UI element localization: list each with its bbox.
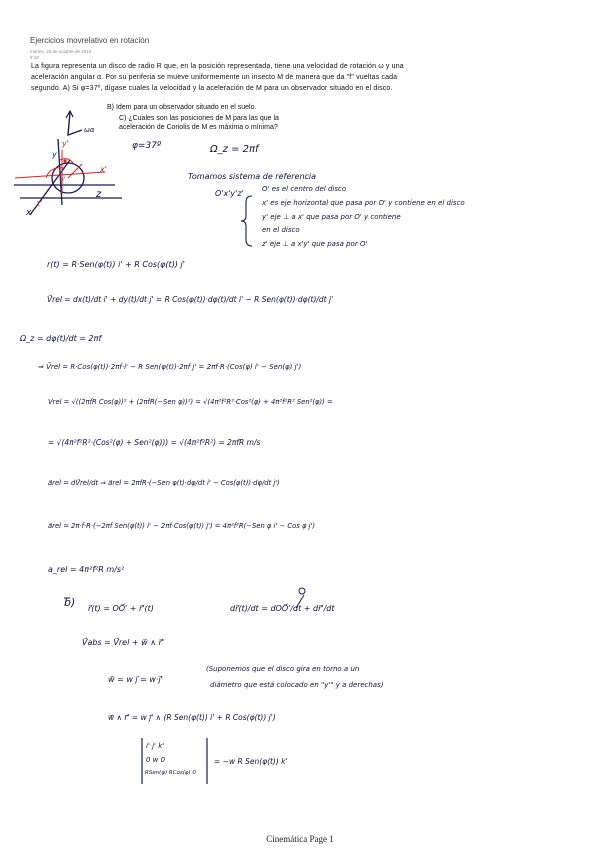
eq-arel-1: a⃗rel = dV⃗rel/dt ⇒ a⃗rel = 2πfR·(−Sen φ(t)·dφ/dt i' − Cos(φ(t))·dφ/dt j') xyxy=(48,479,280,487)
eq-b-derivative: dr⃗(t)/dt = dOO⃗'/dt + dr⃗'/dt xyxy=(230,604,335,613)
fig-label-xx: x xyxy=(26,208,32,218)
fig-label-yp: y' xyxy=(62,139,69,148)
eq-vmod-2: = √(4π²f²R²·(Cos²(φ) + Sen²(φ))) = √(4π²f²R²) = 2πfR m/s xyxy=(48,438,261,447)
phi-value: φ=37º xyxy=(132,141,162,151)
frame-line-2: x' es eje horizontal que pasa por O' y contiene en el disco xyxy=(262,199,465,207)
question-b: B) Idem para un observador situado en el suelo. xyxy=(107,104,257,111)
fig-label-xp: x' xyxy=(100,165,107,174)
section-b-label: b) xyxy=(64,596,76,609)
page-title: Ejercicios movrelativo en rotación xyxy=(30,36,150,45)
eq-b-vabs: V⃗abs = V⃗rel + w⃗ ∧ r⃗' xyxy=(82,638,165,647)
fig-label-z: z xyxy=(96,189,102,200)
det-row-1: i' j' k' xyxy=(146,742,165,750)
det-row-3: RSen(φ) RCos(φ) 0 xyxy=(145,770,196,776)
eq-vmod-1: Vrel = √((2πfR Cos(φ))² + (2πfR(−Sen φ))²) = √(4π²f²R²·Cos²(φ) + 4π²f²R² Sen²(φ)) = xyxy=(48,398,333,406)
eq-b-cross: w⃗ ∧ r⃗' = w j⃗' ∧ (R Sen(φ(t)) i' + R Cos(φ(t)) j') xyxy=(108,713,276,722)
page-footer: Cinemática Page 1 xyxy=(266,834,334,844)
page-time: 9:18 xyxy=(30,55,39,60)
fig-label-zp: z' xyxy=(36,199,43,208)
page-date: martes, 26 de octubre de 2010 xyxy=(30,49,92,54)
problem-statement: La figura representa un disco de radio R que, en la posición representada, tiene una velocidad de rotación ω y una aceleración angular α. Por su periferia se mueve uniformemente un insecto M de manera que da "f" vueltas cada segundo. A) Si φ=37º, dígase cuales la velocidad y la aceleración de M para un observador situado en el disco. xyxy=(31,63,404,92)
frame-name: O'x'y'z' xyxy=(215,189,244,198)
frame-title: Tomamos sistema de referencia xyxy=(188,172,317,181)
frame-line-3: y' eje ⊥ a x' que pasa por O' y contiene xyxy=(262,213,401,221)
frame-line-5: z' eje ⊥ a x'y' que pasa por O' xyxy=(262,240,368,248)
fig-label-o: o' xyxy=(60,176,66,183)
eq-omega: Ω_z = dφ(t)/dt = 2πf xyxy=(20,334,102,343)
fig-label-w: ωα xyxy=(84,126,95,134)
eq-vrel-2: ⇒ V⃗rel = R·Cos(φ(t))·2πf·i' − R Sen(φ(t))·2πf j' = 2πf·R·(Cos(φ) i' − Sen(φ) j') xyxy=(38,363,302,371)
omega-z: Ω_z = 2πf xyxy=(210,144,259,155)
frame-line-1: O' es el centro del disco xyxy=(262,185,347,193)
eq-position: r(t) = R·Sen(φ(t)) i' + R Cos(φ(t)) j' xyxy=(47,260,185,269)
eq-vrel: V⃗rel = dx(t)/dt i' + dy(t)/dt j' = R Cos(φ(t))·dφ(t)/dt i' − R Sen(φ(t))·dφ(t)/dt j' xyxy=(47,295,334,304)
note-line-2: diámetro que está colocado en "y'" y a derechas) xyxy=(210,681,384,689)
eq-b-position: r⃗(t) = OO⃗' + r⃗'(t) xyxy=(88,604,154,613)
eq-b-omega: w⃗ = w j⃗ = w·j⃗' xyxy=(108,675,163,684)
frame-line-4: en el disco xyxy=(262,226,300,234)
eq-arel-3: a_rel = 4π²f²R m/s² xyxy=(48,565,125,574)
fig-label-yy: y xyxy=(52,150,57,159)
det-result: = −w R Sen(φ(t)) k' xyxy=(214,757,288,766)
question-c: C) ¿Cuales son las posiciones de M para las que la aceleración de Coriolis de M es máxima o mínima? xyxy=(119,115,279,131)
det-row-2: 0 w 0 xyxy=(146,756,166,764)
note-line-1: (Suponemos que el disco gira en torno a un xyxy=(206,665,360,673)
eq-arel-2: a⃗rel = 2π·f·R·(−2πf Sen(φ(t)) i' − 2πf·Cos(φ(t)) j') = 4π²f²R(−Sen φ i' − Cos φ j') xyxy=(48,522,315,530)
